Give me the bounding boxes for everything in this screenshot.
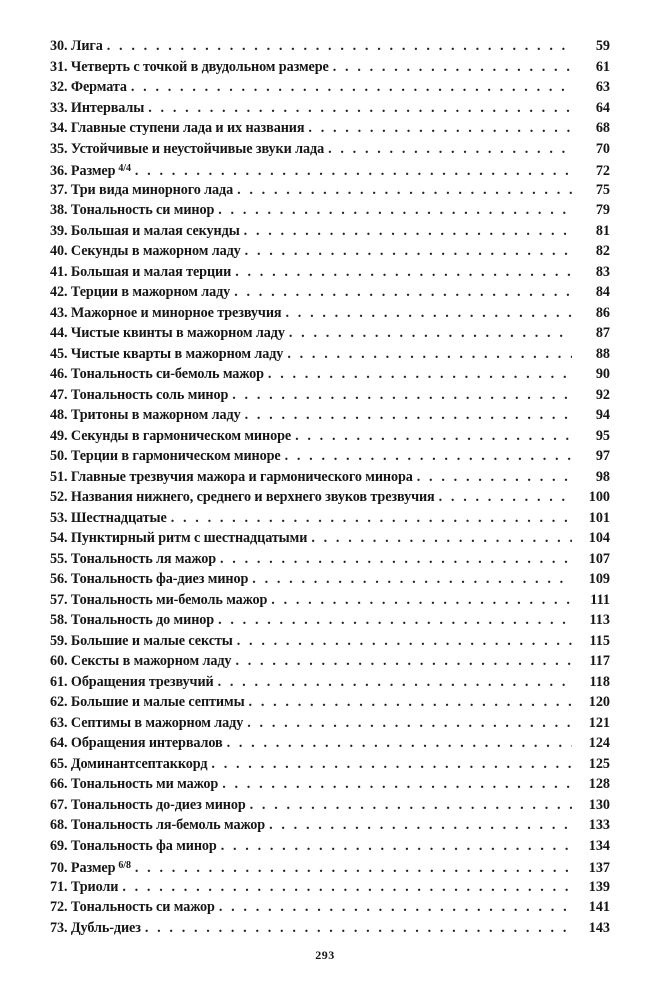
toc-entry-title: 71. Триоли	[50, 877, 122, 898]
toc-entry-page: 120	[588, 694, 610, 710]
table-of-contents	[50, 36, 610, 938]
dot-leader	[232, 385, 572, 406]
dot-leader	[227, 733, 572, 754]
dot-leader	[249, 692, 572, 713]
toc-entry	[50, 159, 610, 180]
toc-entry	[50, 487, 610, 508]
dot-leader	[148, 98, 572, 119]
toc-entry	[50, 836, 610, 857]
toc-entry-page: 104	[588, 530, 610, 546]
toc-entry-title: 31. Четверть с точкой в двудольном размере	[50, 57, 333, 78]
toc-entry-page: 115	[589, 632, 610, 649]
toc-entry-meter: 6/8	[118, 860, 131, 871]
toc-entry-title: 59. Большие и малые сексты	[50, 631, 237, 652]
dot-leader	[287, 344, 572, 365]
toc-entry-title: 48. Тритоны в мажорном ладу	[50, 405, 245, 426]
toc-entry-page: 81	[595, 222, 610, 239]
toc-entry-page: 61	[595, 58, 610, 75]
dot-leader	[107, 36, 572, 57]
toc-entry-page: 92	[595, 386, 610, 403]
toc-entry-title: 47. Тональность соль минор	[50, 385, 232, 406]
toc-entry-title: 38. Тональность си минор	[50, 200, 218, 221]
toc-entry-page: 90	[595, 366, 610, 382]
toc-entry-page: 125	[588, 755, 610, 772]
toc-entry-page: 128	[588, 776, 610, 792]
toc-entry-page: 97	[595, 448, 610, 464]
toc-entry	[50, 528, 610, 549]
toc-entry-page: 75	[595, 181, 610, 198]
toc-entry-title: 43. Мажорное и минорное трезвучия	[50, 303, 285, 324]
toc-entry	[50, 405, 610, 426]
toc-entry	[50, 856, 610, 877]
dot-leader	[218, 610, 572, 631]
toc-entry-page: 59	[595, 38, 610, 54]
toc-entry	[50, 692, 610, 713]
dot-leader	[295, 426, 572, 447]
toc-entry-title: 66. Тональность ми мажор	[50, 774, 222, 795]
toc-entry	[50, 57, 610, 78]
dot-leader	[218, 200, 572, 221]
toc-entry	[50, 282, 610, 303]
toc-entry-page: 134	[588, 837, 610, 854]
toc-entry	[50, 139, 610, 160]
toc-entry-page: 109	[588, 571, 610, 587]
toc-entry-page: 79	[595, 202, 610, 218]
toc-entry-title: 44. Чистые квинты в мажорном ладу	[50, 323, 289, 344]
toc-entry-page: 68	[595, 120, 610, 136]
toc-entry-title: 46. Тональность си-бемоль мажор	[50, 364, 268, 385]
toc-entry	[50, 303, 610, 324]
dot-leader	[271, 590, 572, 611]
toc-entry-title: 55. Тональность ля мажор	[50, 549, 220, 570]
toc-entry-page: 111	[590, 591, 610, 608]
toc-entry-title: 56. Тональность фа-диез минор	[50, 569, 252, 590]
toc-entry	[50, 713, 610, 734]
toc-entry	[50, 897, 610, 918]
dot-leader	[135, 858, 572, 879]
dot-leader	[235, 262, 572, 283]
toc-entry-page: 100	[588, 489, 610, 505]
toc-entry-title: 57. Тональность ми-бемоль мажор	[50, 590, 271, 611]
dot-leader	[285, 446, 572, 467]
toc-entry-title: 67. Тональность до-диез минор	[50, 795, 250, 816]
dot-leader	[252, 569, 572, 590]
toc-entry	[50, 446, 610, 467]
toc-entry	[50, 631, 610, 652]
dot-leader	[221, 836, 572, 857]
dot-leader	[268, 364, 572, 385]
toc-entry	[50, 200, 610, 221]
toc-entry-page: 64	[595, 99, 610, 116]
toc-entry-page: 139	[588, 878, 610, 895]
toc-entry-title: 62. Большие и малые септимы	[50, 692, 249, 713]
toc-entry-page: 130	[588, 796, 610, 813]
toc-entry	[50, 262, 610, 283]
toc-entry-page: 84	[595, 284, 610, 300]
toc-entry	[50, 221, 610, 242]
toc-entry-page: 83	[595, 263, 610, 280]
toc-entry	[50, 323, 610, 344]
dot-leader	[285, 303, 572, 324]
toc-entry-title: 51. Главные трезвучия мажора и гармонического минора	[50, 467, 417, 488]
toc-entry-title: 69. Тональность фа минор	[50, 836, 221, 857]
toc-entry-title: 63. Септимы в мажорном ладу	[50, 713, 247, 734]
toc-entry	[50, 77, 610, 98]
dot-leader	[250, 795, 572, 816]
toc-entry	[50, 98, 610, 119]
toc-entry	[50, 344, 610, 365]
dot-leader	[135, 161, 572, 182]
toc-entry-title: 53. Шестнадцатые	[50, 508, 171, 529]
toc-entry	[50, 36, 610, 57]
toc-entry-page: 113	[589, 612, 610, 628]
toc-entry	[50, 467, 610, 488]
dot-leader	[235, 651, 572, 672]
toc-entry	[50, 508, 610, 529]
dot-leader	[245, 405, 572, 426]
toc-entry-title: 50. Терции в гармоническом миноре	[50, 446, 285, 467]
dot-leader	[244, 221, 572, 242]
toc-entry	[50, 672, 610, 693]
toc-entry-page: 121	[588, 714, 610, 731]
dot-leader	[333, 57, 572, 78]
toc-entry-title: 33. Интервалы	[50, 98, 148, 119]
toc-entry-page: 70	[595, 140, 610, 157]
toc-entry-title: 32. Фермата	[50, 77, 131, 98]
toc-entry-page: 137	[588, 860, 610, 876]
toc-entry-page: 133	[588, 817, 610, 833]
dot-leader	[417, 467, 572, 488]
dot-leader	[308, 118, 572, 139]
dot-leader	[218, 672, 572, 693]
toc-entry-page: 143	[588, 919, 610, 936]
toc-entry-title: 60. Сексты в мажорном ладу	[50, 651, 235, 672]
dot-leader	[219, 897, 572, 918]
toc-entry	[50, 118, 610, 139]
dot-leader	[122, 877, 572, 898]
dot-leader	[211, 754, 572, 775]
toc-entry-page: 141	[588, 899, 610, 915]
toc-entry-title: 65. Доминантсептаккорд	[50, 754, 211, 775]
toc-entry-page: 72	[595, 163, 610, 179]
toc-entry-title: 34. Главные ступени лада и их названия	[50, 118, 308, 139]
toc-entry-title: 30. Лига	[50, 36, 107, 57]
toc-entry-page: 101	[588, 509, 610, 526]
dot-leader	[237, 631, 572, 652]
dot-leader	[237, 180, 572, 201]
toc-entry-title: 70. Размер $^{6/8}$	[50, 856, 135, 879]
toc-entry-page: 94	[595, 407, 610, 423]
toc-entry-title: 39. Большая и малая секунды	[50, 221, 244, 242]
toc-entry	[50, 385, 610, 406]
toc-entry-page: 87	[595, 325, 610, 341]
toc-entry	[50, 918, 610, 939]
toc-entry-page: 118	[589, 673, 610, 690]
dot-leader	[328, 139, 572, 160]
toc-entry-page: 86	[595, 304, 610, 321]
toc-entry	[50, 877, 610, 898]
page-number: 293	[315, 948, 335, 962]
toc-entry	[50, 651, 610, 672]
toc-entry-page: 124	[588, 735, 610, 751]
toc-entry-title: 73. Дубль-диез	[50, 918, 145, 939]
toc-entry	[50, 180, 610, 201]
toc-entry-meter: 4/4	[118, 163, 131, 174]
toc-entry	[50, 569, 610, 590]
toc-entry-title: 40. Секунды в мажорном ладу	[50, 241, 245, 262]
dot-leader	[234, 282, 572, 303]
toc-entry	[50, 549, 610, 570]
toc-entry-title: 35. Устойчивые и неустойчивые звуки лада	[50, 139, 328, 160]
toc-entry	[50, 754, 610, 775]
toc-entry-title: 64. Обращения интервалов	[50, 733, 227, 754]
dot-leader	[145, 918, 572, 939]
dot-leader	[131, 77, 572, 98]
toc-entry-title: 37. Три вида минорного лада	[50, 180, 237, 201]
toc-entry-title: 36. Размер $^{4/4}$	[50, 159, 135, 182]
toc-entry-title: 58. Тональность до минор	[50, 610, 218, 631]
toc-entry-page: 95	[595, 427, 610, 444]
toc-entry-title: 49. Секунды в гармоническом миноре	[50, 426, 295, 447]
toc-entry	[50, 815, 610, 836]
toc-entry	[50, 610, 610, 631]
toc-entry-page: 107	[588, 550, 610, 567]
dot-leader	[311, 528, 572, 549]
toc-entry-title: 68. Тональность ля-бемоль мажор	[50, 815, 269, 836]
toc-entry-title: 72. Тональность си мажор	[50, 897, 219, 918]
toc-entry	[50, 364, 610, 385]
toc-entry-page: 117	[589, 653, 610, 669]
toc-entry-page: 98	[595, 468, 610, 485]
toc-entry-title: 61. Обращения трезвучий	[50, 672, 218, 693]
dot-leader	[245, 241, 572, 262]
toc-entry	[50, 241, 610, 262]
toc-entry-page: 88	[595, 345, 610, 362]
toc-entry	[50, 426, 610, 447]
toc-entry	[50, 590, 610, 611]
toc-entry	[50, 733, 610, 754]
dot-leader	[269, 815, 572, 836]
toc-entry-title: 42. Терции в мажорном ладу	[50, 282, 234, 303]
toc-entry-title: 54. Пунктирный ритм с шестнадцатыми	[50, 528, 311, 549]
dot-leader	[171, 508, 572, 529]
toc-entry-title: 41. Большая и малая терции	[50, 262, 235, 283]
dot-leader	[220, 549, 572, 570]
toc-entry-page: 63	[595, 79, 610, 95]
toc-entry-title: 45. Чистые кварты в мажорном ладу	[50, 344, 287, 365]
toc-entry-page: 82	[595, 243, 610, 259]
dot-leader	[222, 774, 572, 795]
toc-entry	[50, 774, 610, 795]
toc-entry	[50, 795, 610, 816]
toc-entry-title: 52. Названия нижнего, среднего и верхнего звуков трезвучия	[50, 487, 439, 508]
dot-leader	[289, 323, 572, 344]
dot-leader	[439, 487, 572, 508]
dot-leader	[247, 713, 572, 734]
